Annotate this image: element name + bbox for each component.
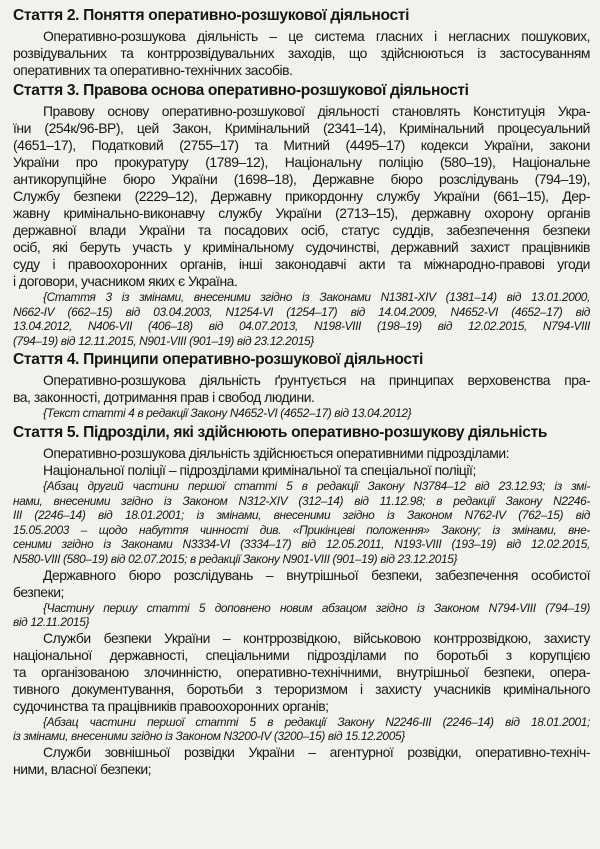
text-line: державної влади України та посадових осіб, статус суддів, забезпечення безпеки [13,222,590,238]
paragraph [13,372,590,406]
amendment-note [13,715,590,744]
text-line: {Абзац другий частини першої статті 5 в редакції Закону N3784–12 від 23.12.93; із змі- [43,478,590,493]
text-line: Служби зовнішньої розвідки України – агентурної розвідки, оперативно-техніч- [43,743,590,760]
text-line: Державного бюро розслідувань – внутрішньої безпеки, забезпечення особистої [43,566,590,583]
text-line: N662-IV (662–15) від 03.04.2003, N1254-VI (1254–17) від 14.04.2009, N4652-VI (4652–17) від [13,304,590,319]
text-line: Оперативно-розшукова діяльність ґрунтується на принципах верховенства пра- [43,372,590,389]
text-line: Національної поліції – підрозділами кримінальної та спеціальної поліції; [43,461,476,478]
text-line: ва, законності, дотримання прав і свобод людини. [13,389,315,406]
paragraph [13,744,590,778]
text-line: безпеки; [13,583,64,600]
text-line: (794–19) від 12.11.2015, N901-VIII (901–19) від 23.12.2015} [13,333,314,348]
text-line: їни (254к/96-ВР), цей Закон, Кримінальний (2341–14), Кримінальний процесуальний [13,120,590,136]
amendment-note [13,406,590,421]
text-line: Службу безпеки (2229–12), Державну прикордонну службу України (661–15), Дер- [13,188,590,204]
text-line: 15.05.2003 – щодо набуття чинності див. «Прикінцеві положення» Закону; із змінами, вне- [13,522,590,537]
text-line: нами, внесеними згідно із Законом N312-XIV (312–14) від 11.12.98; в редакції Закону N2246- [13,493,590,508]
paragraph [13,28,590,79]
text-line: розвідувальних та контррозвідувальних заходів, що здійснюються із застосуванням [13,45,590,61]
article-section [13,421,590,778]
article-heading: Стаття 3. Правова основа оперативно-розшукової діяльності [13,82,469,99]
text-line: національної державності, спеціальними підрозділами по боротьбі з корупцією [13,646,590,663]
text-line: із змінами, внесеними згідно із Законом N3200-IV (3200–15) від 15.12.2005} [13,729,405,744]
text-line: та організованою злочинністю, оперативно-технічними, внутрішньої безпеки, опера- [13,663,590,680]
text-line: осіб, які беруть участь у кримінальному судочинстві, державний захист працівників [13,239,590,255]
paragraph [13,630,590,715]
text-line: і договори, учасником яких є Україна. [13,273,238,289]
text-line: 13.04.2012, N406-VII (406–18) від 04.07.2013, N198-VIII (198–19) від 12.02.2015, N794-VIII [13,319,590,334]
text-line: (4651–17), Податковий (2755–17) та Митний (4495–17) кодекси України, закони [13,137,590,153]
text-line: III (2246–14) від 18.01.2001; із змінами, внесеними згідно із Законом N762-IV (762–15) від [13,508,590,523]
text-line: тивного документування, боротьби з тероризмом і захисту учасників кримінального [13,680,590,697]
amendment-note [13,290,590,348]
article-section [13,79,590,348]
text-line: {Текст статті 4 в редакції Закону N4652-VI (4652–17) від 13.04.2012} [43,406,412,421]
paragraph [13,103,590,290]
article-section [13,4,590,79]
text-line: N580-VIII (580–19) від 02.07.2015; в редакції Закону N901-VIII (901–19) від 23.12.2015} [13,551,458,566]
text-line: {Стаття 3 із змінами, внесеними згідно із Законами N1381-XIV (1381–14) від 13.01.2000, [43,290,590,304]
text-line: України про прокуратуру (1789–12), Національну поліцію (580–19), Національне [13,154,590,170]
paragraph [13,445,590,462]
text-line: {Частину першу статті 5 доповнено новим абзацом згідно із Законом N794-VIII (794–19) [43,600,590,615]
text-line: суду і правоохоронних органів, інші законодавчі акти та міжнародно-правові угоди [13,256,590,272]
article-heading: Стаття 5. Підрозділи, які здійснюють оперативно-розшукову діяльність [13,423,548,441]
amendment-note [13,479,590,567]
paragraph [13,567,590,601]
article-section [13,348,590,421]
text-line: сеними згідно із Законами N3334-VI (3334–17) від 12.05.2011, N193-VIII (193–19) від 12.02.2015, [13,537,590,552]
article-heading: Стаття 2. Поняття оперативно-розшукової діяльності [13,7,410,24]
text-line: Оперативно-розшукова діяльність здійснюється оперативними підрозділами: [43,444,510,461]
text-line: від 12.11.2015} [13,615,90,630]
text-line: судочинства та працівників правоохоронних органів; [13,697,329,714]
article-heading: Стаття 4. Принципи оперативно-розшукової діяльності [13,351,423,369]
text-line: ними, власної безпеки; [13,760,152,777]
text-line: оперативних та оперативно-технічних засобів. [13,62,293,78]
text-line: жавну кримінально-виконавчу службу України (2713–15), державну охорону органів [13,205,590,221]
text-line: антикорупційне бюро України (1698–18), Державне бюро розслідувань (794–19), [13,171,590,187]
text-line: {Абзац частини першої статті 5 в редакції Закону N2246-III (2246–14) від 18.01.2001; [43,714,590,729]
text-line: Служби безпеки України – контррозвідкою, військовою контррозвідкою, захисту [43,629,590,646]
text-line: Правову основу оперативно-розшукової діяльності становлять Конституція Укра- [43,103,590,119]
amendment-note [13,601,590,630]
text-line: Оперативно-розшукова діяльність – це система гласних і негласних пошукових, [43,28,590,44]
paragraph [13,462,590,479]
